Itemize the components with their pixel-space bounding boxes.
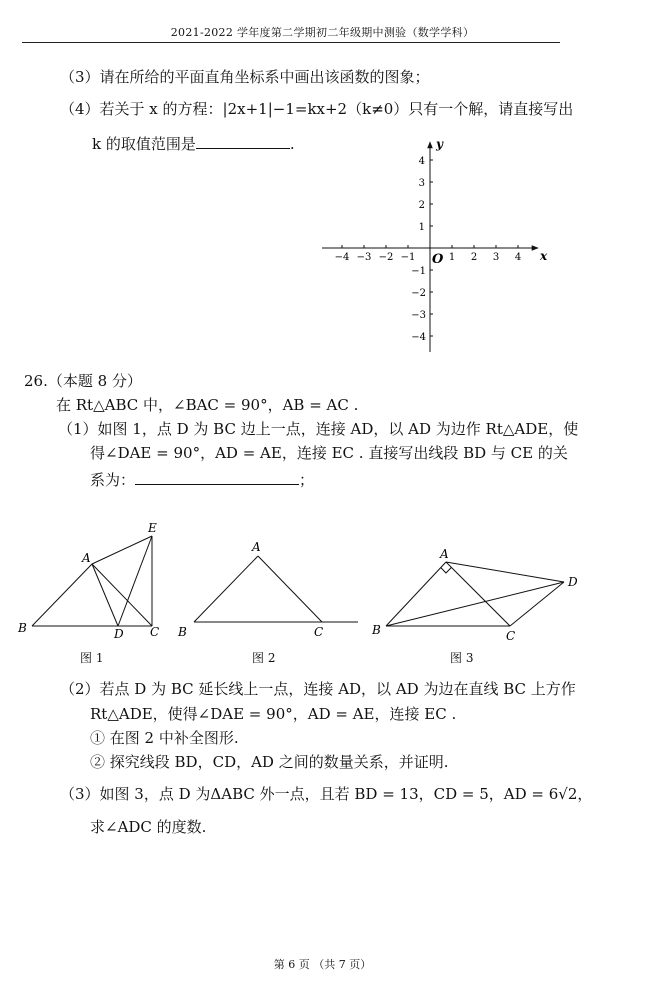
fig1-label-a: A — [82, 551, 91, 565]
header-divider — [22, 42, 560, 43]
page-header: 2021-2022 学年度第二学期初二年级期中测验（数学学科） — [170, 26, 475, 39]
q26-part2-line1: （2）若点 D 为 BC 延长线上一点，连接 AD，以 AD 为边在直线 BC 上方作 — [60, 680, 576, 698]
x-tick-label: −1 — [400, 252, 416, 263]
q25-part4-line2 — [92, 134, 295, 153]
q26-part1-line2: 得∠DAE = 90°，AD = AE，连接 EC . 直接写出线段 BD 与 CE 的关 — [90, 444, 568, 462]
q26-part2-sub1: ① 在图 2 中补全图形. — [90, 729, 239, 747]
y-axis-label: y — [436, 137, 443, 151]
fig1-label-e: E — [148, 521, 157, 535]
figure-3 — [366, 544, 586, 644]
x-tick-label: 3 — [492, 252, 500, 263]
fig1-label-d: D — [114, 627, 124, 641]
x-axis-label: x — [540, 249, 548, 263]
fig3-segment-ab — [386, 562, 446, 626]
coordinate-plane — [318, 134, 558, 356]
answer-blank-bd-ce[interactable] — [135, 470, 299, 485]
q25-part4-line1: （4）若关于 x 的方程：|2x+1|−1=kx+2（k≠0）只有一个解，请直接写出 — [60, 100, 574, 118]
q26-part1-line3 — [90, 470, 314, 489]
fig2-label-c: C — [314, 625, 324, 639]
fig1-caption: 图 1 — [80, 651, 104, 665]
fig2-label-a: A — [252, 540, 261, 554]
fig3-caption: 图 3 — [450, 651, 474, 665]
fig2-segment-ac — [258, 556, 322, 622]
y-tick-label: 1 — [418, 222, 425, 233]
fig3-label-d: D — [568, 575, 578, 589]
answer-blank-k-range[interactable] — [196, 134, 290, 149]
q26-part1-prompt: 系为： — [90, 471, 136, 489]
x-tick-label: 2 — [470, 252, 478, 263]
fig3-right-angle-mark — [441, 567, 452, 573]
fig1-segment-ab — [32, 564, 92, 626]
x-tick-label: −3 — [356, 252, 372, 263]
y-tick-label: 3 — [418, 178, 425, 189]
q25-part4-text: k 的取值范围是 — [92, 135, 196, 153]
fig3-label-b: B — [372, 623, 381, 637]
fig3-label-c: C — [506, 629, 516, 643]
origin-label: O — [432, 252, 444, 267]
fig2-caption: 图 2 — [252, 651, 276, 665]
q25-part4-period: . — [289, 135, 295, 153]
x-tick-label: 1 — [448, 252, 456, 263]
q26-part1-semicolon: ； — [299, 471, 315, 489]
y-tick-label: −3 — [411, 310, 426, 321]
x-tick-label: −2 — [378, 252, 394, 263]
fig1-segment-ad — [92, 564, 118, 626]
figure-2 — [176, 536, 362, 642]
q25-part3: （3）请在所给的平面直角坐标系中画出该函数的图象； — [60, 68, 430, 86]
y-tick-label: 2 — [418, 200, 425, 211]
fig1-label-c: C — [150, 625, 160, 639]
fig2-label-b: B — [178, 625, 187, 639]
y-tick-label: −1 — [411, 266, 426, 277]
q26-part2-line2: Rt△ADE，使得∠DAE = 90°，AD = AE，连接 EC . — [90, 705, 457, 723]
q26-part2-sub2: ② 探究线段 BD，CD，AD 之间的数量关系，并证明. — [90, 753, 449, 771]
y-tick-label: −4 — [411, 332, 426, 343]
q26-intro: 在 Rt△ABC 中，∠BAC = 90°，AB = AC . — [56, 396, 359, 414]
q26-part3-line2: 求∠ADC 的度数. — [90, 818, 207, 836]
q26-heading: 26.（本题 8 分） — [24, 372, 142, 390]
x-tick-label: 4 — [514, 252, 522, 263]
y-tick-label: 4 — [418, 156, 425, 167]
q26-part1-line1: （1）如图 1，点 D 为 BC 边上一点，连接 AD，以 AD 为边作 Rt△ADE，使 — [58, 420, 579, 438]
fig3-label-a: A — [440, 547, 449, 561]
page-footer: 第 6 页 （共 7 页） — [273, 958, 372, 971]
figure-1 — [14, 518, 174, 642]
x-tick-label: −4 — [334, 252, 350, 263]
fig1-label-b: B — [18, 621, 27, 635]
fig2-segment-ab — [194, 556, 258, 622]
y-tick-label: −2 — [411, 288, 426, 299]
q26-part3-line1: （3）如图 3，点 D 为ΔABC 外一点，且若 BD = 13，CD = 5，AD = 6√2， — [60, 785, 593, 803]
